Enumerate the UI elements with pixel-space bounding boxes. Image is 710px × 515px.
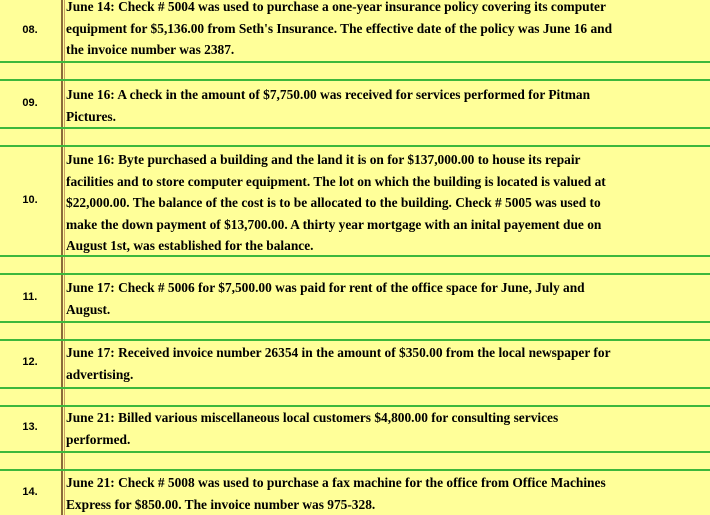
text-line: June 17: Received invoice number 26354 in the amount of $350.00 from the local newspaper for xyxy=(66,345,611,360)
row-divider xyxy=(0,387,710,389)
row-number: 10. xyxy=(22,194,38,206)
text-line: performed. xyxy=(66,431,131,447)
row-divider xyxy=(0,273,710,275)
text-line: June 17: Check # 5006 for $7,500.00 was paid for rent of the office space for June, July and xyxy=(66,280,585,295)
transaction-text xyxy=(66,407,708,450)
text-line: Pictures. xyxy=(66,108,116,124)
column-divider xyxy=(64,0,65,515)
row-divider xyxy=(0,339,710,341)
text-line: June 16: A check in the amount of $7,750.00 was received for services performed for Pitman xyxy=(66,87,591,102)
row-divider xyxy=(0,321,710,323)
text-line: August 1st, was established for the balance. xyxy=(66,238,314,253)
text-line: June 16: Byte purchased a building and the land it is on for $137,000.00 to house its repair xyxy=(66,152,581,167)
row-divider xyxy=(0,145,710,147)
text-line: equipment for $5,136.00 from Seth's Insurance. The effective date of the policy was June 16 and xyxy=(66,20,613,36)
row-number: 13. xyxy=(22,421,38,433)
row-number: 09. xyxy=(22,97,38,109)
text-line: the invoice number was 2387. xyxy=(66,42,235,57)
row-divider xyxy=(0,127,710,129)
column-divider xyxy=(61,0,63,515)
row-number: 11. xyxy=(22,291,38,303)
row-divider xyxy=(0,79,710,81)
text-line: June 21: Billed various miscellaneous local customers $4,800.00 for consulting services xyxy=(66,410,559,425)
row-number: 12. xyxy=(22,356,38,368)
row-divider xyxy=(0,451,710,453)
row-number: 08. xyxy=(22,24,38,36)
text-line: $22,000.00. The balance of the cost is to be allocated to the building. Check # 5005 was used to xyxy=(66,195,601,210)
text-line: August. xyxy=(66,301,111,317)
transaction-text xyxy=(66,277,708,320)
text-line: Express for $850.00. The invoice number was 975-328. xyxy=(66,496,376,512)
row-divider xyxy=(0,61,710,63)
transaction-text xyxy=(66,149,708,257)
transaction-text xyxy=(66,472,708,515)
row-divider xyxy=(0,469,710,471)
text-line: June 21: Check # 5008 was used to purchase a fax machine for the office from Office Machines xyxy=(66,475,606,490)
text-line: June 14: Check # 5004 was used to purchase a one-year insurance policy covering its computer xyxy=(66,0,606,14)
transaction-text xyxy=(66,342,708,385)
transaction-text xyxy=(66,84,708,127)
text-line: facilities and to store computer equipment. The lot on which the building is located is valued at xyxy=(66,173,606,189)
row-number: 14. xyxy=(22,486,38,498)
transaction-text xyxy=(66,0,708,61)
text-line: advertising. xyxy=(66,366,134,382)
text-line: make the down payment of $13,700.00. A thirty year mortgage with an inital payement due on xyxy=(66,216,602,232)
